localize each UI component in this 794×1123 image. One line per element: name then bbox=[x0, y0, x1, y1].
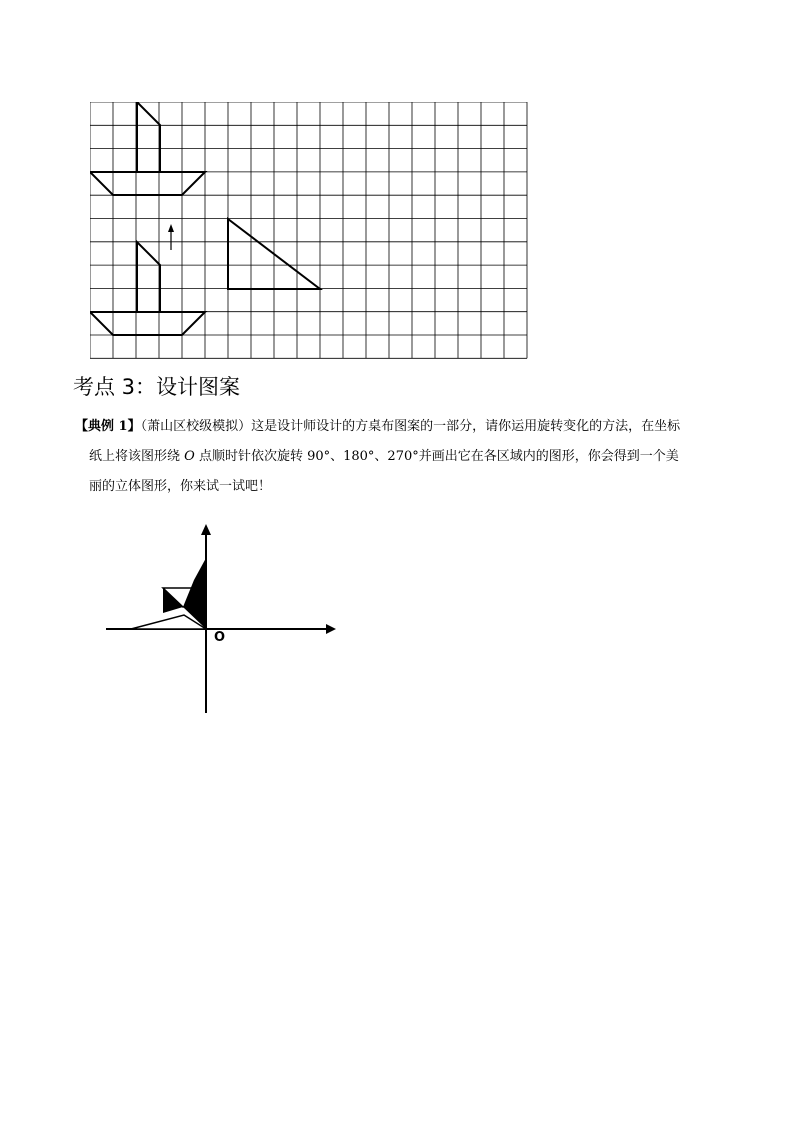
x-axis-arrowhead bbox=[326, 624, 336, 634]
problem-text-1: （萧山区校级模拟）这是设计师设计的方桌布图案的一部分，请你运用旋转变化的方法，在坐标 bbox=[140, 419, 681, 434]
section-title: 考点 3：设计图案 bbox=[73, 375, 241, 399]
problem-line-1 bbox=[75, 412, 725, 442]
pattern-shape bbox=[131, 558, 206, 629]
upper-boat-sail bbox=[137, 102, 160, 172]
grid-lines bbox=[90, 102, 527, 358]
problem-text-2b: 点顺时针依次旋转 90°、180°、270°并画出它在各区域内的图形，你会得到一个美 bbox=[194, 449, 679, 464]
upper-boat-hull bbox=[90, 172, 205, 195]
y-axis-arrowhead bbox=[201, 524, 211, 535]
translation-arrow bbox=[168, 224, 174, 250]
example-problem bbox=[75, 412, 725, 502]
lower-boat-sail bbox=[137, 242, 160, 312]
coordinate-axis-figure bbox=[100, 520, 345, 720]
problem-line-3: 丽的立体图形，你来试一试吧！ bbox=[89, 479, 272, 494]
problem-text-2a: 纸上将该图形绕 bbox=[89, 449, 185, 464]
example-tag: 【典例 1】 bbox=[75, 419, 141, 434]
problem-line-2 bbox=[75, 442, 725, 472]
lower-boat-hull bbox=[90, 312, 205, 335]
point-o: O bbox=[184, 449, 195, 464]
grid-translation-figure bbox=[90, 102, 530, 364]
origin-label: O bbox=[214, 630, 226, 645]
